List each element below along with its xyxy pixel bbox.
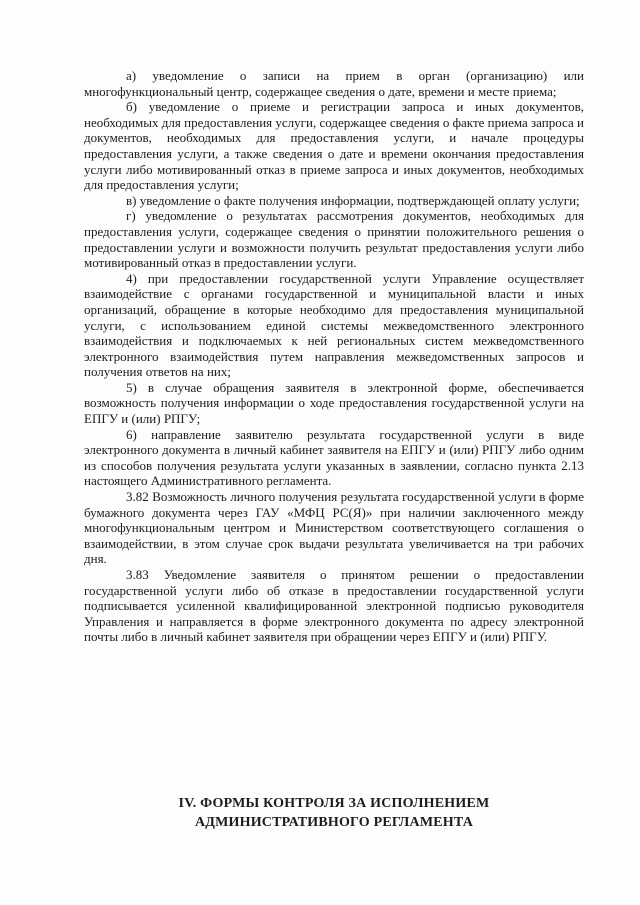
paragraph-5-electronic-form: 5) в случае обращения заявителя в электронной форме, обеспечивается возможность получения информации о ходе предоставления государственной услуги на ЕПГУ и (или) РПГУ; [84, 379, 584, 427]
paragraph-6-result-delivery: 6) направление заявителю результата государственной услуги в виде электронного документа в личный кабинет заявителя на ЕПГУ и (или) РПГУ либо одним из способов получения результата услуги указанных в заявлении, согласно пункта 2.13 настоящего Административного регламента. [84, 426, 584, 489]
paragraph-b-notification-registration: б) уведомление о приеме и регистрации запроса и иных документов, необходимых для предоставления услуги, содержащее сведения о факте приема запроса и документов, необходимых для предоставления услуги, и начале процедуры предоставления услуги, а также сведения о дате и времени окончания предоставления услуги либо мотивированный отказ в приеме запроса и иных документов, необходимых для предоставления услуги; [84, 99, 584, 193]
paragraph-3-82-paper-document: 3.82 Возможность личного получения результата государственной услуги в форме бумажного документа через ГАУ «МФЦ РС(Я)» при наличии заключенного между многофункциональным центром и Министерством соответствующего соглашения о взаимодействии, в этом случае срок выдачи результата увеличивается на три рабочих дня. [84, 489, 584, 567]
paragraph-v-notification-payment: в) уведомление о факте получения информации, подтверждающей оплату услуги; [126, 192, 580, 208]
section-title [84, 794, 584, 832]
paragraph-4-interagency-interaction: 4) при предоставлении государственной услуги Управление осуществляет взаимодействие с органами государственной и муниципальной власти и иных организаций, обращение в которые необходимо для предоставления муниципальной услуги, с использованием единой системы межведомственного электронного взаимодействия и подключаемых к ней региональных систем межведомственного электронного взаимодействия путем направления межведомственных запросов и получения ответов на них; [84, 270, 584, 380]
paragraph-3-83-decision-notification: 3.83 Уведомление заявителя о принятом решении о предоставлении государственной услуги либо об отказе в предоставлении государственной услуги подписывается усиленной квалифицированной электронной подписью руководителя Управления и направляется в форме электронного документа по адресу электронной почты либо в личный кабинет заявителя при обращении через ЕПГУ и (или) РПГУ. [84, 567, 584, 645]
body-text [84, 68, 584, 645]
section-title-line-2: АДМИНИСТРАТИВНОГО РЕГЛАМЕНТА [194, 815, 474, 830]
paragraph-a-notification-appointment: а) уведомление о записи на прием в орган (организацию) или многофункциональный центр, содержащее сведения о дате, времени и месте приема; [84, 68, 584, 99]
section-title-line-1: IV. ФОРМЫ КОНТРОЛЯ ЗА ИСПОЛНЕНИЕМ [178, 796, 490, 811]
paragraph-g-notification-results: г) уведомление о результатах рассмотрения документов, необходимых для предоставления услуги, содержащее сведения о принятии положительного решения о предоставлении услуги и возможности получить результат предоставления услуги либо мотивированный отказ в предоставлении услуги. [84, 208, 584, 271]
